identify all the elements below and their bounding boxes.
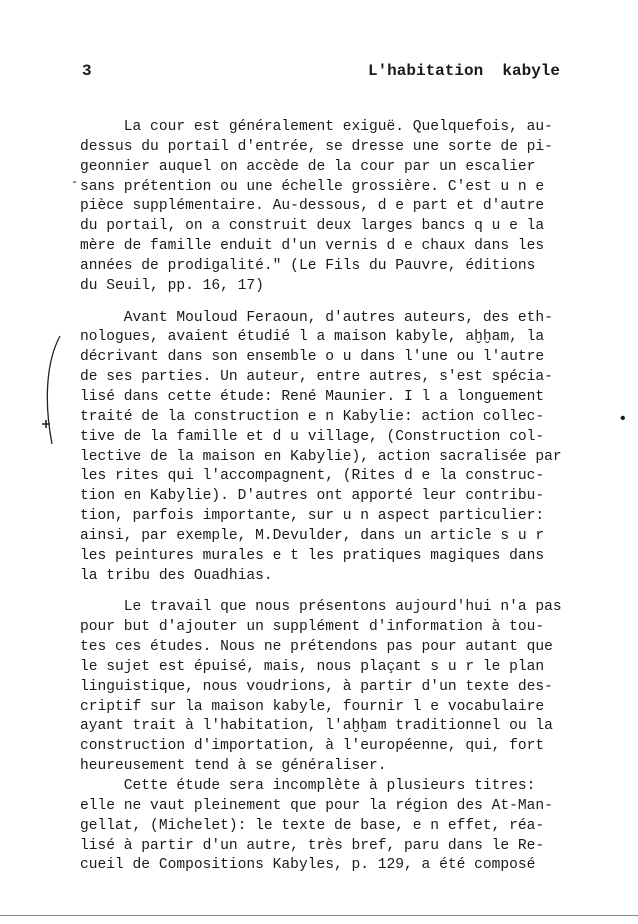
paragraph [80, 777, 570, 876]
paragraph [80, 309, 570, 587]
page-number: 3 [82, 62, 92, 80]
text-line: traité de la construction e n Kabylie: action collec- [80, 408, 545, 425]
running-title: L'habitation kabyle [367, 62, 560, 80]
text-line: tion, parfois importante, sur u n aspect particulier: [80, 508, 545, 525]
text-line: elle ne vaut pleinement que pour la région des At-Man- [80, 797, 553, 814]
text-line: geonnier auquel on accède de la cour par un escalier [80, 158, 536, 175]
text-line: criptif sur la maison kabyle, fournir l e vocabulaire [80, 698, 545, 715]
page-bottom-edge [0, 915, 638, 916]
text-line: le sujet est épuisé, mais, nous plaçant s u r le plan [80, 658, 545, 675]
text-line: Avant Mouloud Feraoun, d'autres auteurs, des eth- [80, 309, 553, 326]
text-line: ainsi, par exemple, M.Devulder, dans un article s u r [80, 527, 545, 544]
text-line: cueil de Compositions Kabyles, p. 129, a été composé [80, 857, 536, 874]
text-line: lective de la maison en Kabylie), action sacralisée par [80, 448, 562, 465]
text-line: Cette étude sera incomplète à plusieurs titres: [80, 778, 536, 794]
page-header [82, 62, 560, 86]
text-line: nologues, avaient étudié l a maison kabyle, aḫḫam, la [80, 329, 545, 346]
text-line: de ses parties. Un auteur, entre autres, s'est spécia- [80, 369, 553, 386]
text-line: les peintures murales e t les pratiques magiques dans [80, 547, 545, 564]
text-line: lisé à partir d'un autre, très bref, paru dans le Re- [80, 837, 545, 854]
margin-dash-mark: - [71, 175, 79, 189]
text-line: sans prétention ou une échelle grossière. C'est u n e [80, 178, 545, 195]
text-line: mère de famille enduit d'un vernis d e chaux dans les [80, 238, 545, 255]
text-line: pour but d'ajouter un supplément d'information à tou- [80, 619, 545, 636]
text-line: les rites qui l'accompagnent, (Rites d e la construc- [80, 468, 545, 485]
paragraph [80, 118, 570, 297]
text-line: années de prodigalité." (Le Fils du Pauvre, éditions [80, 257, 536, 274]
text-line: construction d'importation, à l'européenne, qui, fort [80, 738, 545, 755]
text-line: tion en Kabylie). D'autres ont apporté leur contribu- [80, 488, 545, 505]
text-line: pièce supplémentaire. Au-dessous, d e part et d'autre [80, 198, 545, 215]
text-line: lisé dans cette étude: René Maunier. I l a longuement [80, 388, 545, 405]
text-line: décrivant dans son ensemble o u dans l'une ou l'autre [80, 349, 545, 366]
text-line: la tribu des Ouadhias. [80, 567, 273, 584]
text-line: dessus du portail d'entrée, se dresse une sorte de pi- [80, 138, 553, 155]
text-line: tes ces études. Nous ne prétendons pas pour autant que [80, 639, 553, 656]
text-line: linguistique, nous voudrions, à partir d'un texte des- [80, 678, 553, 695]
margin-dot-mark: • [618, 410, 628, 428]
text-line: du portail, on a construit deux larges bancs q u e la [80, 218, 545, 235]
paragraph [80, 598, 570, 777]
body-text [80, 118, 570, 888]
text-line: heureusement tend à se généraliser. [80, 758, 387, 775]
text-line: ayant trait à l'habitation, l'aḫḫam traditionnel ou la [80, 718, 553, 735]
margin-bracket-mark [38, 332, 70, 452]
text-line: du Seuil, pp. 16, 17) [80, 277, 264, 294]
text-line: Le travail que nous présentons aujourd'hui n'a pas [80, 599, 562, 616]
text-line: gellat, (Michelet): le texte de base, e n effet, réa- [80, 817, 545, 834]
text-line: tive de la famille et d u village, (Construction col- [80, 428, 545, 445]
text-line: La cour est généralement exiguë. Quelquefois, au- [80, 119, 553, 135]
